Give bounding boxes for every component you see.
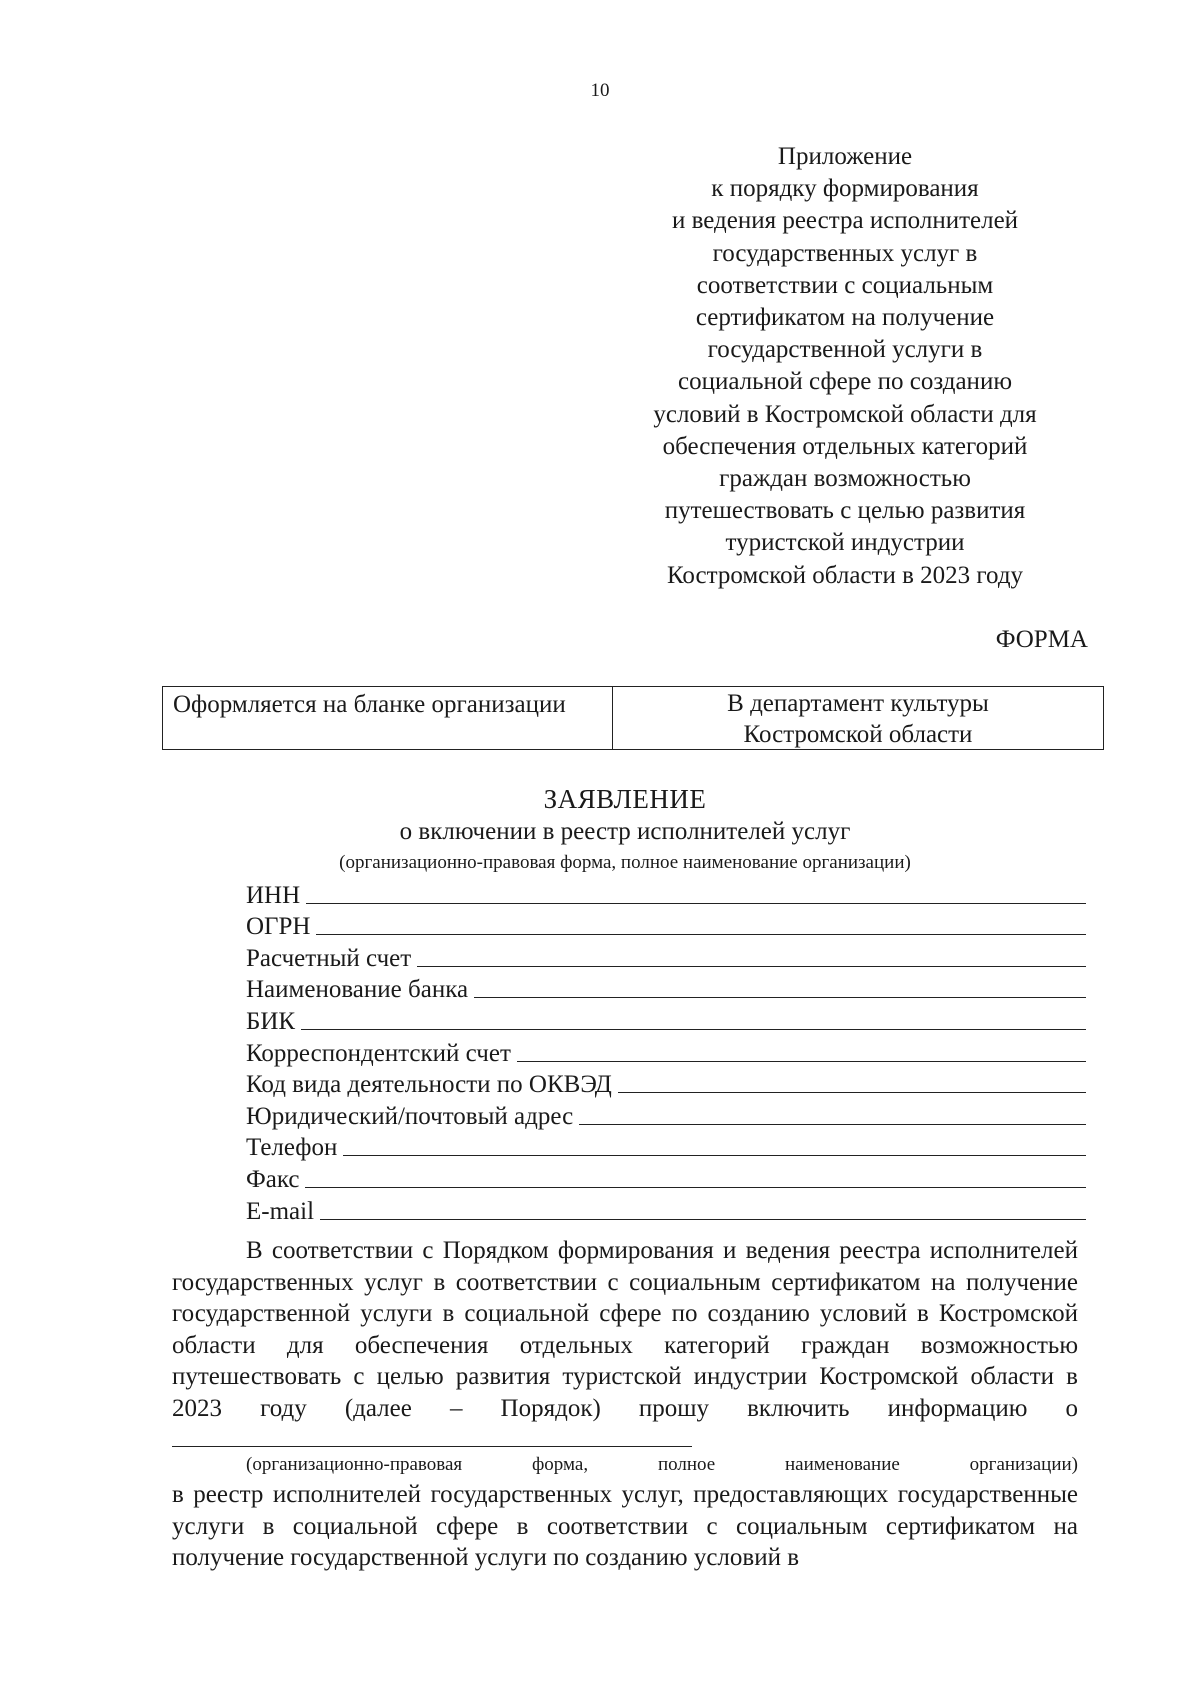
header-right-cell bbox=[613, 687, 1103, 749]
fill-line[interactable] bbox=[417, 966, 1086, 967]
fill-line[interactable] bbox=[316, 934, 1086, 935]
field-okved bbox=[246, 1068, 1086, 1100]
field-settlement-account bbox=[246, 941, 1086, 973]
field-address bbox=[246, 1099, 1086, 1131]
appendix-line: обеспечения отдельных категорий bbox=[662, 432, 1028, 460]
hint-word: организации) bbox=[969, 1454, 1078, 1475]
org-name-blank[interactable] bbox=[172, 1426, 692, 1447]
appendix-line: Приложение bbox=[777, 143, 913, 170]
field-phone bbox=[246, 1131, 1086, 1163]
field-label: ИНН bbox=[246, 881, 301, 909]
field-ogrn bbox=[246, 910, 1086, 942]
field-label: Факс bbox=[246, 1165, 300, 1193]
recipient-line: В департамент культуры bbox=[727, 690, 989, 717]
fill-line[interactable] bbox=[474, 997, 1086, 998]
fill-line[interactable] bbox=[305, 1187, 1086, 1188]
appendix-line: граждан возможностью bbox=[719, 465, 971, 493]
field-bank-name bbox=[246, 973, 1086, 1005]
header-table bbox=[162, 686, 1104, 750]
appendix-line: сертификатом на получение bbox=[695, 304, 995, 332]
org-name-hint: (организационно-правовая форма, полное наименование организации) bbox=[339, 852, 911, 873]
appendix-line: государственных услуг в bbox=[712, 239, 978, 267]
field-label: БИК bbox=[246, 1007, 296, 1035]
appendix-line: социальной сфере по созданию bbox=[678, 368, 1012, 396]
field-correspondent-account bbox=[246, 1036, 1086, 1068]
main-paragraph bbox=[172, 1235, 1078, 1456]
hint-word: (организационно-правовая bbox=[246, 1454, 463, 1475]
field-label: E-mail bbox=[246, 1197, 315, 1225]
appendix-line: к порядку формирования bbox=[711, 175, 979, 203]
fill-line[interactable] bbox=[618, 1092, 1086, 1093]
field-label: Юридический/почтовый адрес bbox=[246, 1102, 574, 1130]
paragraph-text: В соответствии с Порядком формирования и ведения реестра исполнителей государственных услуг в соответствии с социальным сертификатом на получение государственной услуги в социальной сфере по созданию условий в Костромской области для обеспечения отдельных категорий граждан возможностью путешествовать с целью развития туристской индустрии Костромской области в 2023 году (далее – Порядок) прошу включить информацию о bbox=[172, 1237, 1078, 1422]
fill-line[interactable] bbox=[343, 1155, 1086, 1156]
page-number: 10 bbox=[590, 80, 610, 101]
field-label: Расчетный счет bbox=[246, 944, 412, 972]
fill-line[interactable] bbox=[301, 1029, 1086, 1030]
fill-line[interactable] bbox=[306, 903, 1086, 904]
appendix-line: условий в Костромской области для bbox=[653, 400, 1037, 428]
org-name-hint-row bbox=[246, 1454, 1078, 1476]
requisites-fields bbox=[246, 878, 1086, 1226]
field-inn bbox=[246, 878, 1086, 910]
field-bik bbox=[246, 1004, 1086, 1036]
document-title: ЗАЯВЛЕНИЕ bbox=[543, 784, 707, 814]
appendix-line: и ведения реестра исполнителей bbox=[671, 207, 1019, 235]
appendix-line: государственной услуги в bbox=[707, 336, 983, 364]
appendix-line: соответствии с социальным bbox=[696, 271, 994, 299]
appendix-line: туристской индустрии bbox=[725, 529, 965, 557]
header-left-cell: Оформляется на бланке организации bbox=[163, 687, 613, 749]
field-label: ОГРН bbox=[246, 913, 311, 941]
recipient-line: Костромской области bbox=[743, 721, 973, 748]
fill-line[interactable] bbox=[579, 1124, 1086, 1125]
appendix-block bbox=[620, 141, 1070, 592]
field-email bbox=[246, 1194, 1086, 1226]
hint-word: форма, bbox=[532, 1454, 589, 1475]
hint-word: полное bbox=[657, 1454, 716, 1475]
appendix-line: Костромской области в 2023 году bbox=[666, 561, 1024, 589]
document-subtitle: о включении в реестр исполнителей услуг bbox=[399, 818, 851, 845]
field-fax bbox=[246, 1162, 1086, 1194]
continuation-paragraph: в реестр исполнителей государственных услуг, предоставляющих государственные услуги в социальной сфере в соответствии с социальным сертификатом на получение государственной услуги по созданию условий в bbox=[172, 1481, 1078, 1571]
fill-line[interactable] bbox=[517, 1061, 1086, 1062]
field-label: Корреспондентский счет bbox=[246, 1039, 511, 1067]
field-label: Код вида деятельности по ОКВЭД bbox=[246, 1071, 612, 1099]
field-label: Наименование банка bbox=[246, 976, 469, 1004]
form-label: ФОРМА bbox=[995, 626, 1088, 653]
hint-word: наименование bbox=[785, 1454, 900, 1475]
field-label: Телефон bbox=[246, 1134, 338, 1162]
appendix-line: путешествовать с целью развития bbox=[664, 497, 1026, 525]
fill-line[interactable] bbox=[320, 1219, 1086, 1220]
